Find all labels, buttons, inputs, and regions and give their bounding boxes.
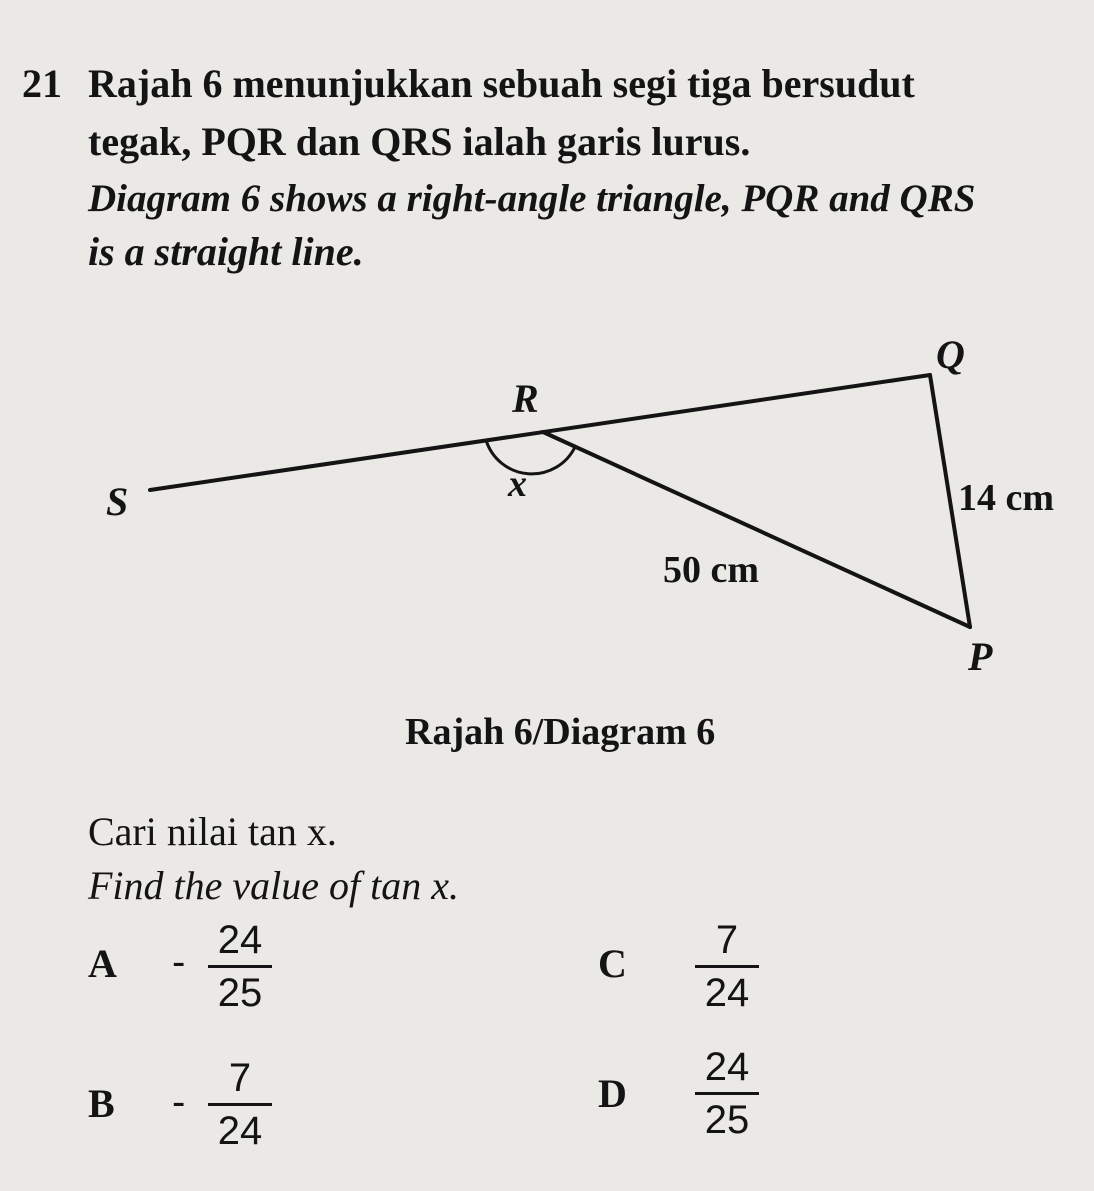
option-d-numerator: 24	[704, 1045, 750, 1089]
prompt-english: Find the value of tan x.	[88, 863, 460, 908]
diagram-caption: Rajah 6/Diagram 6	[405, 711, 716, 753]
fraction-bar	[695, 965, 759, 968]
option-b-fraction	[208, 1056, 272, 1153]
option-c-denominator: 24	[704, 971, 750, 1015]
fraction-bar	[208, 1103, 272, 1106]
english-text-line-2: is a straight line.	[88, 229, 364, 274]
question-number: 21	[22, 61, 62, 106]
option-b-denominator: 24	[217, 1109, 263, 1153]
label-R: R	[512, 376, 539, 421]
option-d-letter: D	[598, 1071, 627, 1116]
prompt-malay: Cari nilai tan x.	[88, 809, 337, 854]
option-d-denominator: 25	[704, 1098, 750, 1142]
option-d-fraction	[695, 1045, 759, 1142]
option-b-numerator: 7	[228, 1056, 252, 1100]
label-x: x	[508, 463, 527, 505]
malay-text-line-2: tegak, PQR dan QRS ialah garis lurus.	[88, 119, 751, 164]
fraction-bar	[208, 965, 272, 968]
label-P: P	[968, 634, 993, 679]
english-text-line-1: Diagram 6 shows a right-angle triangle, PQR and QRS	[88, 177, 976, 220]
option-a-sign: -	[172, 940, 186, 984]
option-c-fraction	[695, 918, 759, 1015]
side-QP-length: 14 cm	[958, 477, 1055, 519]
option-a-numerator: 24	[217, 918, 263, 962]
line-R-P	[543, 432, 970, 627]
label-S: S	[106, 479, 129, 524]
malay-text-line-1: Rajah 6 menunjukkan sebuah segi tiga bersudut	[88, 61, 915, 106]
option-c-letter: C	[598, 941, 627, 986]
option-a-letter: A	[88, 941, 117, 986]
label-Q: Q	[936, 332, 965, 377]
side-RP-length: 50 cm	[663, 549, 760, 591]
angle-x-arc	[486, 440, 575, 474]
option-b-sign: -	[172, 1080, 186, 1124]
option-a-denominator: 25	[217, 971, 263, 1015]
fraction-bar	[695, 1092, 759, 1095]
option-b-letter: B	[88, 1081, 115, 1126]
option-c-numerator: 7	[715, 918, 739, 962]
option-a-fraction	[208, 918, 272, 1015]
